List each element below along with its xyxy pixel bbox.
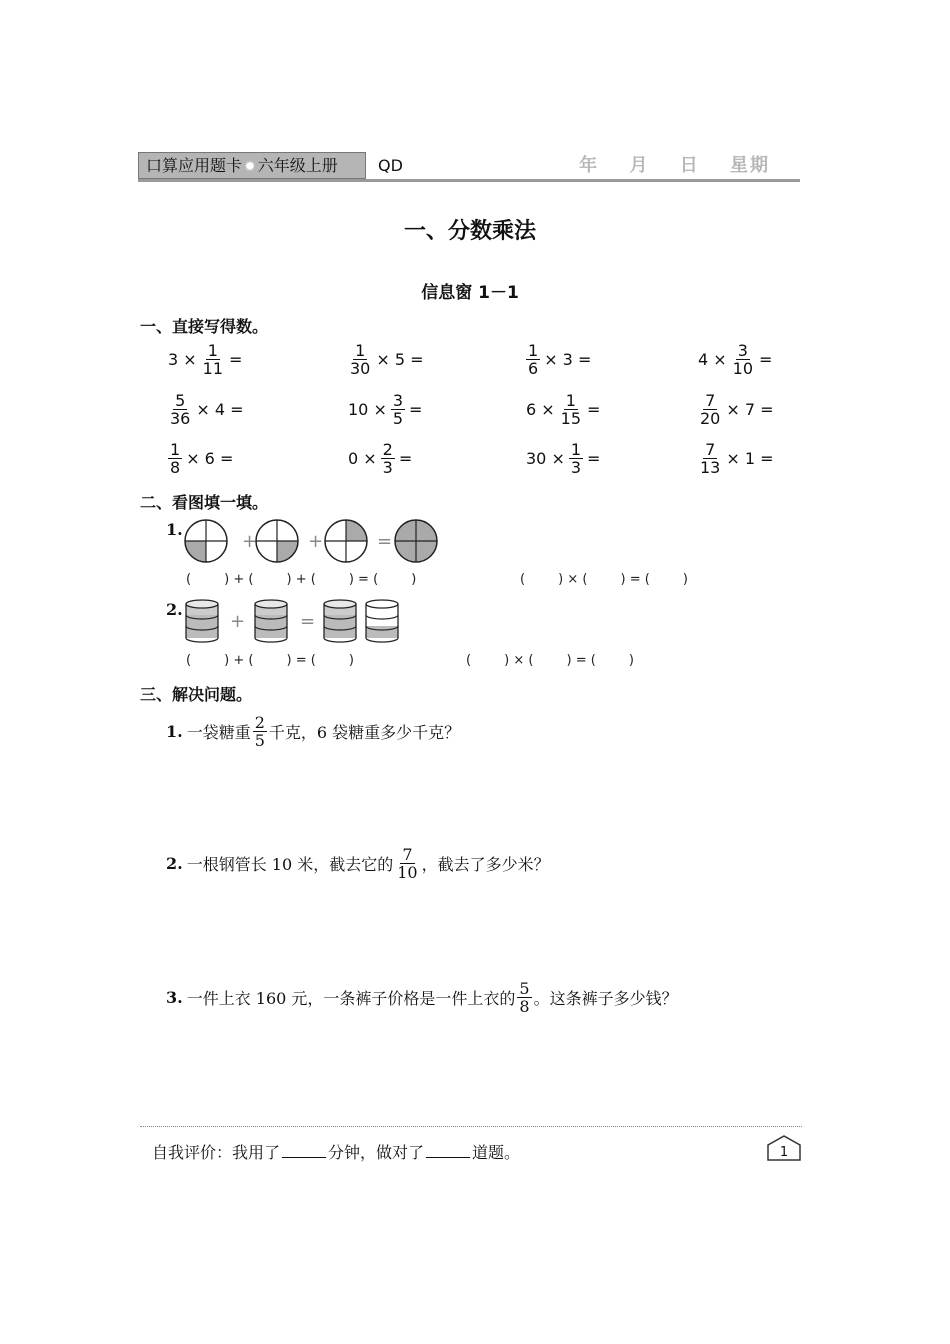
- item1-label: 1.: [166, 520, 183, 539]
- fraction-numerator: 5: [519, 979, 530, 998]
- calc-item: [346, 392, 424, 427]
- calc-suffix: × 5 =: [376, 350, 424, 369]
- calc-suffix: × 3 =: [544, 350, 592, 369]
- problem-2-text-before: 一根钢管长 10 米，截去它的: [186, 855, 394, 874]
- grade-label: 六年级上册: [257, 156, 338, 175]
- calc-fraction: [381, 441, 395, 476]
- calc-item: [696, 441, 776, 476]
- calc-item: [166, 441, 235, 476]
- problem-3: [166, 980, 678, 1015]
- problem-3-fraction: [517, 980, 531, 1015]
- calc-item: [346, 342, 426, 377]
- plus-op-2: +: [308, 531, 324, 552]
- fraction-numerator: 5: [175, 391, 186, 410]
- problem-1-fraction: [253, 714, 267, 749]
- cylinders-diagram: [180, 596, 410, 646]
- calc-fraction: [569, 441, 583, 476]
- problem-3-text-before: 一件上衣 160 元，一条裤子价格是一件上衣的: [186, 989, 516, 1008]
- eval-mid: 分钟，做对了: [328, 1143, 425, 1162]
- fraction-numerator: 2: [254, 713, 265, 732]
- fraction-denominator: 13: [700, 458, 721, 477]
- cylinder-3: [324, 600, 356, 642]
- minutes-blank[interactable]: [282, 1143, 326, 1158]
- calc-suffix: × 1 =: [726, 449, 774, 468]
- calc-suffix: =: [229, 350, 243, 369]
- date-day: 日: [679, 155, 700, 176]
- date-year: 年: [579, 155, 600, 176]
- problem-3-text-after: 。这条裤子多少钱？: [533, 989, 678, 1008]
- circles-diagram: [180, 516, 450, 566]
- fraction-numerator: 1: [170, 440, 181, 459]
- item2-add-blanks[interactable]: ( ) + ( ) = ( ): [186, 653, 354, 668]
- fraction-denominator: 8: [170, 458, 181, 477]
- series-tag: [138, 152, 366, 179]
- item1-add-blanks[interactable]: ( ) + ( ) + ( ) = ( ): [186, 572, 417, 587]
- calc-item: [346, 441, 414, 476]
- date-month: 月: [629, 155, 650, 176]
- fraction-numerator: 7: [705, 391, 716, 410]
- fraction-denominator: 3: [570, 458, 582, 477]
- calc-item: [524, 392, 602, 427]
- cylinder-2: [255, 600, 287, 642]
- calc-fraction: [698, 441, 722, 476]
- problem-1-number: 1.: [166, 722, 183, 741]
- fraction-denominator: 36: [170, 409, 191, 428]
- circle-2: [256, 520, 298, 562]
- calc-prefix: 4 ×: [698, 350, 727, 369]
- calc-fraction: [168, 392, 192, 427]
- fraction-numerator: 7: [402, 845, 413, 864]
- problem-2-text-after: ，截去了多少米？: [421, 855, 550, 874]
- calc-prefix: 0 ×: [348, 449, 377, 468]
- fraction-denominator: 10: [732, 359, 754, 378]
- calc-suffix: =: [398, 449, 413, 468]
- self-evaluation: [152, 1140, 520, 1163]
- cylinder-4: [366, 600, 398, 642]
- calc-suffix: × 6 =: [186, 449, 234, 468]
- calc-suffix: =: [409, 400, 423, 419]
- problem-2-fraction: [395, 846, 419, 881]
- problem-1-text-after: 千克，6 袋糖重多少千克？: [268, 723, 461, 742]
- item2-mul-blanks[interactable]: ( ) × ( ) = ( ): [466, 653, 634, 668]
- calc-item: [524, 441, 602, 476]
- calc-item: [524, 342, 593, 377]
- eval-suffix: 道题。: [472, 1143, 521, 1162]
- calc-item: [166, 392, 246, 427]
- calc-fraction: [698, 392, 722, 427]
- plus-op-3: +: [230, 611, 246, 632]
- star-icon: ✹: [244, 159, 256, 175]
- fraction-denominator: 5: [392, 409, 404, 428]
- calc-prefix: 10 ×: [348, 400, 387, 419]
- fraction-denominator: 6: [528, 359, 539, 378]
- eval-prefix: 自我评价：我用了: [152, 1143, 281, 1162]
- calc-fraction: [168, 441, 182, 476]
- calc-item: [166, 342, 244, 377]
- fraction-denominator: 8: [519, 997, 530, 1016]
- fraction-denominator: 11: [202, 359, 224, 378]
- footer-divider: [140, 1126, 802, 1127]
- fraction-numerator: 2: [382, 440, 393, 459]
- fraction-numerator: 1: [565, 391, 576, 410]
- fraction-numerator: 1: [528, 341, 539, 360]
- calc-prefix: 6 ×: [526, 400, 555, 419]
- fraction-denominator: 30: [350, 359, 371, 378]
- calc-fraction: [559, 392, 583, 427]
- equals-op-2: =: [300, 611, 316, 632]
- problem-2-number: 2.: [166, 854, 183, 873]
- problem-3-number: 3.: [166, 988, 183, 1007]
- fraction-numerator: 1: [355, 341, 366, 360]
- series-name: 口算应用题卡: [146, 156, 243, 175]
- calc-item: [696, 342, 774, 377]
- correct-count-blank[interactable]: [426, 1143, 470, 1158]
- calc-suffix: =: [759, 350, 773, 369]
- circle-1: [185, 520, 227, 562]
- item1-mul-blanks[interactable]: ( ) × ( ) = ( ): [520, 572, 688, 587]
- calc-item: [696, 392, 776, 427]
- calc-suffix: =: [587, 449, 601, 468]
- section2-heading: 二、看图填一填。: [140, 493, 269, 512]
- item2-label: 2.: [166, 600, 183, 619]
- fraction-denominator: 15: [560, 409, 582, 428]
- calc-fraction: [526, 342, 540, 377]
- plus-op-1: +: [242, 531, 258, 552]
- fraction-denominator: 3: [382, 458, 393, 477]
- fraction-denominator: 20: [700, 409, 721, 428]
- cylinder-1: [186, 600, 218, 642]
- page-subtitle: 信息窗 1－1: [421, 283, 519, 303]
- fraction-numerator: 1: [207, 341, 218, 360]
- fraction-numerator: 3: [392, 391, 404, 410]
- calc-fraction: [391, 392, 405, 427]
- calc-prefix: 3 ×: [168, 350, 197, 369]
- problem-2: [166, 846, 550, 881]
- edition-label: QD: [378, 156, 403, 175]
- problem-1: [166, 714, 460, 749]
- calc-fraction: [201, 342, 225, 377]
- fraction-numerator: 7: [705, 440, 716, 459]
- section3-heading: 三、解决问题。: [140, 685, 253, 704]
- calc-suffix: =: [587, 400, 601, 419]
- equals-op-1: =: [377, 531, 393, 552]
- calc-suffix: × 7 =: [726, 400, 774, 419]
- calc-prefix: 30 ×: [526, 449, 565, 468]
- header-bar: [138, 152, 800, 182]
- circle-4: [395, 520, 437, 562]
- fraction-numerator: 1: [570, 440, 582, 459]
- page-number-badge: [766, 1134, 802, 1162]
- page-title: 一、分数乘法: [403, 218, 536, 244]
- calc-fraction: [348, 342, 372, 377]
- calc-suffix: × 4 =: [196, 400, 244, 419]
- page-number: 1: [779, 1145, 789, 1160]
- date-fields: [557, 154, 770, 178]
- fraction-denominator: 5: [254, 731, 265, 750]
- circle-3: [325, 520, 367, 562]
- date-weekday: 星期: [730, 155, 770, 176]
- problem-1-text-before: 一袋糖重: [186, 723, 251, 742]
- fraction-numerator: 3: [737, 341, 748, 360]
- fraction-denominator: 10: [397, 863, 418, 882]
- section1-heading: 一、直接写得数。: [140, 317, 269, 336]
- calc-fraction: [731, 342, 755, 377]
